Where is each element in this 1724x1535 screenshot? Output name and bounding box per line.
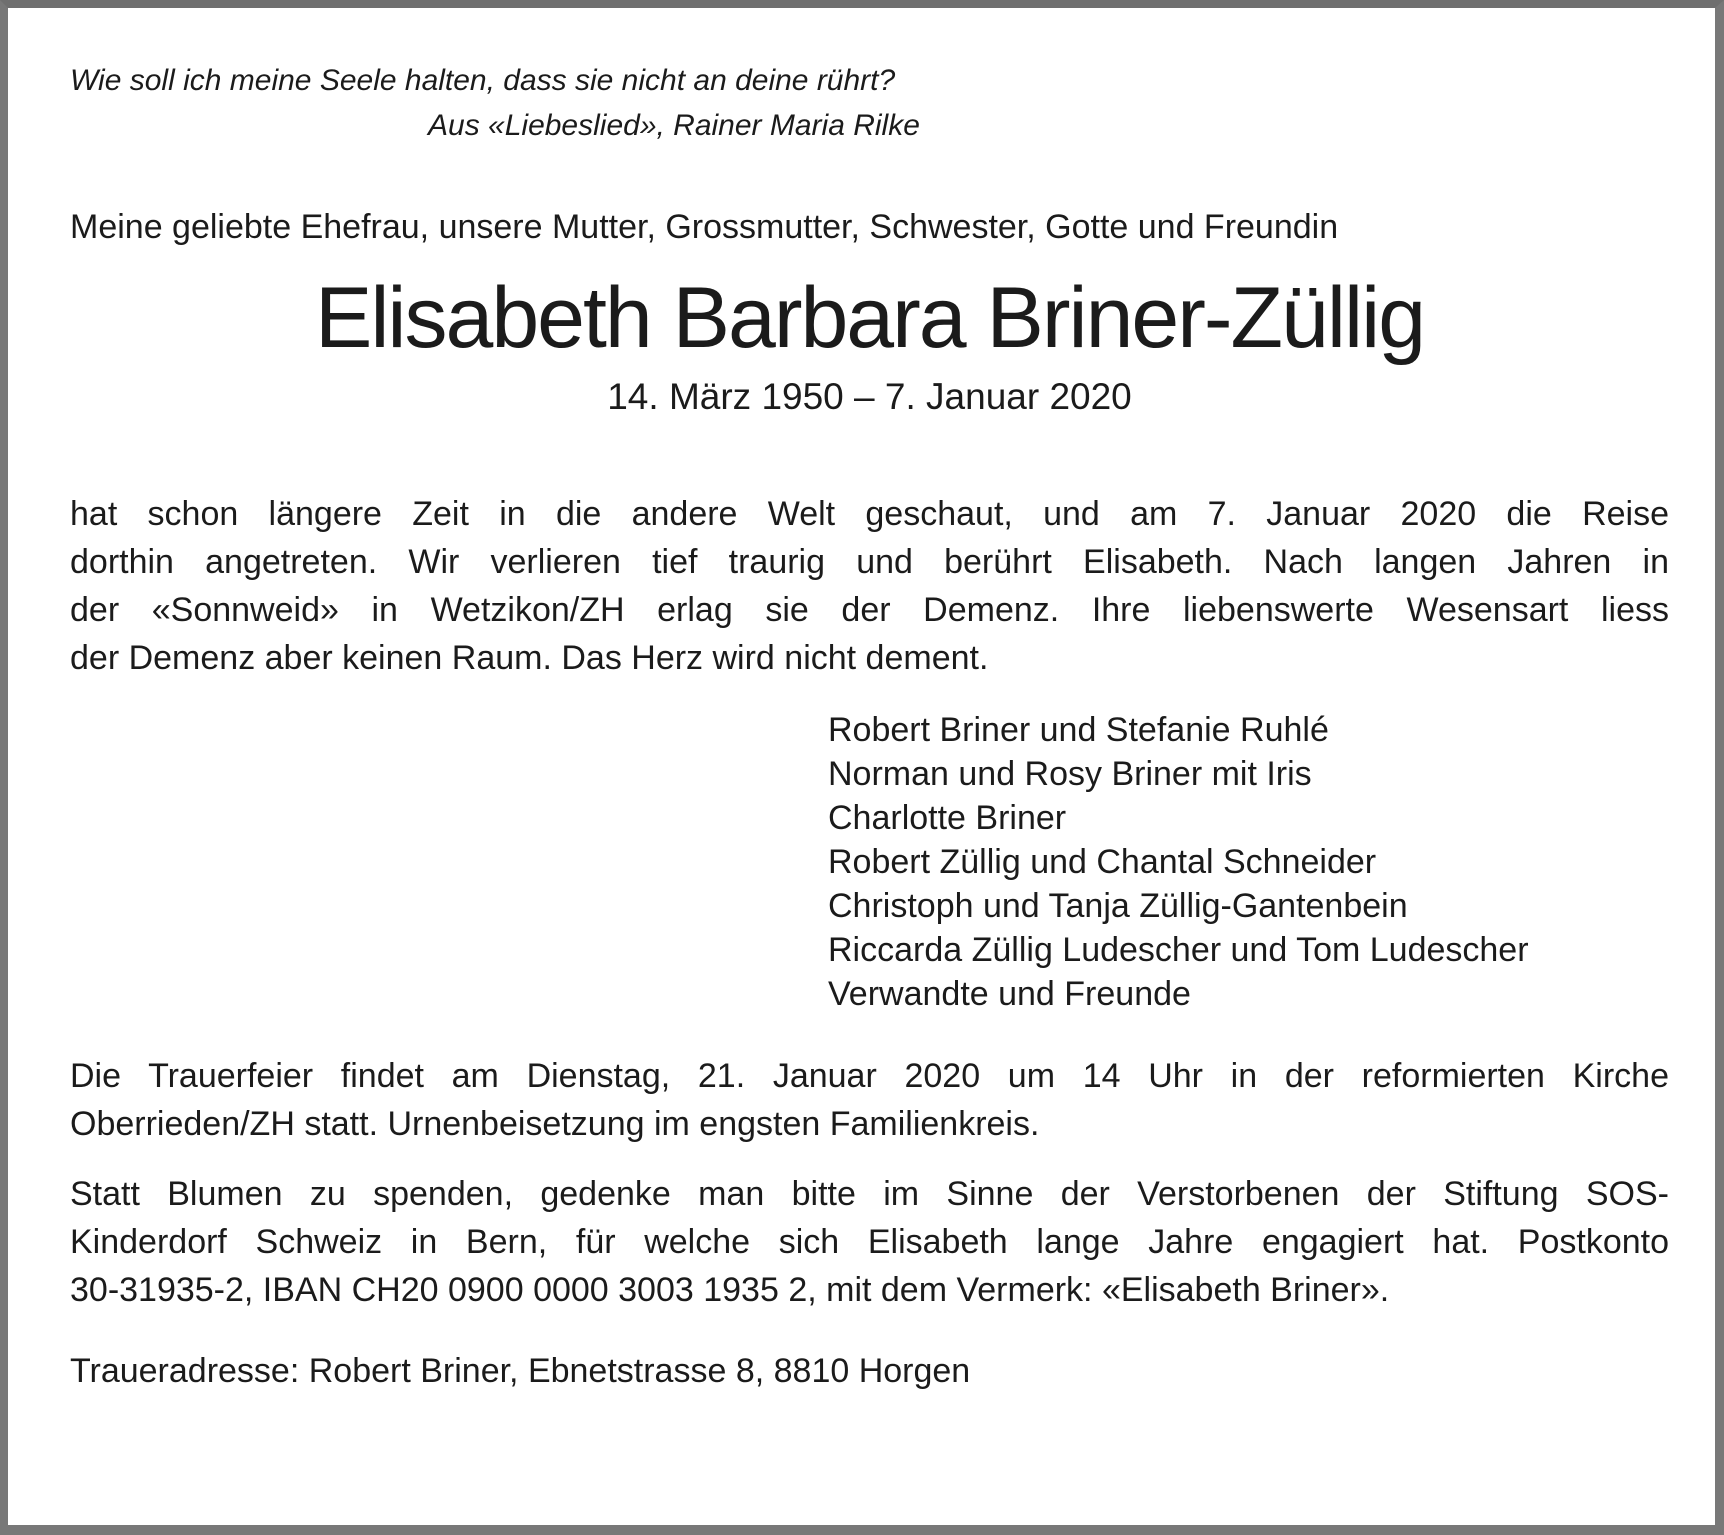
obituary-line: der «Sonnweid» in Wetzikon/ZH erlag sie der Demenz. Ihre liebenswerte Wesensart liess <box>70 591 1669 629</box>
deceased-name: Elisabeth Barbara Briner-Züllig <box>314 270 1425 366</box>
quote-line: Wie soll ich meine Seele halten, dass sie nicht an deine rührt? <box>70 64 896 97</box>
obituary-line: hat schon längere Zeit in die andere Welt geschaut, und am 7. Januar 2020 die Reise <box>70 495 1669 533</box>
donation-line: Kinderdorf Schweiz in Bern, für welche sich Elisabeth lange Jahre engagiert hat. Postkonto <box>70 1223 1669 1261</box>
mourner-name: Christoph und Tanja Züllig-Gantenbein <box>828 887 1408 925</box>
quote-attribution: Aus «Liebeslied», Rainer Maria Rilke <box>428 109 920 142</box>
donation-line: Statt Blumen zu spenden, gedenke man bitte im Sinne der Verstorbenen der Stiftung SOS- <box>70 1175 1669 1213</box>
obituary-paragraph <box>70 490 1669 682</box>
mourners-list <box>828 708 1669 1016</box>
life-dates: 14. März 1950 – 7. Januar 2020 <box>607 376 1132 417</box>
obituary-line: der Demenz aber keinen Raum. Das Herz wird nicht dement. <box>70 639 989 677</box>
mourner-name: Charlotte Briner <box>828 799 1067 837</box>
mourner-name: Verwandte und Freunde <box>828 975 1191 1013</box>
mourner-name: Norman und Rosy Briner mit Iris <box>828 755 1312 793</box>
mourner-name: Robert Züllig und Chantal Schneider <box>828 843 1377 881</box>
donation-paragraph <box>70 1170 1669 1314</box>
mourning-address: Traueradresse: Robert Briner, Ebnetstrasse 8, 8810 Horgen <box>70 1352 971 1390</box>
service-line: Die Trauerfeier findet am Dienstag, 21. Januar 2020 um 14 Uhr in der reformierten Kirche <box>70 1057 1669 1095</box>
mourner-name: Robert Briner und Stefanie Ruhlé <box>828 711 1329 749</box>
service-paragraph <box>70 1052 1669 1148</box>
service-line: Oberrieden/ZH statt. Urnenbeisetzung im engsten Familienkreis. <box>70 1105 1040 1143</box>
donation-line: 30-31935-2, IBAN CH20 0900 0000 3003 1935 2, mit dem Vermerk: «Elisabeth Briner». <box>70 1271 1390 1309</box>
mourner-name: Riccarda Züllig Ludescher und Tom Ludescher <box>828 931 1529 969</box>
obituary-line: dorthin angetreten. Wir verlieren tief traurig und berührt Elisabeth. Nach langen Jahren in <box>70 543 1669 581</box>
intro-line: Meine geliebte Ehefrau, unsere Mutter, Grossmutter, Schwester, Gotte und Freundin <box>70 208 1339 246</box>
epigraph <box>70 58 1669 148</box>
